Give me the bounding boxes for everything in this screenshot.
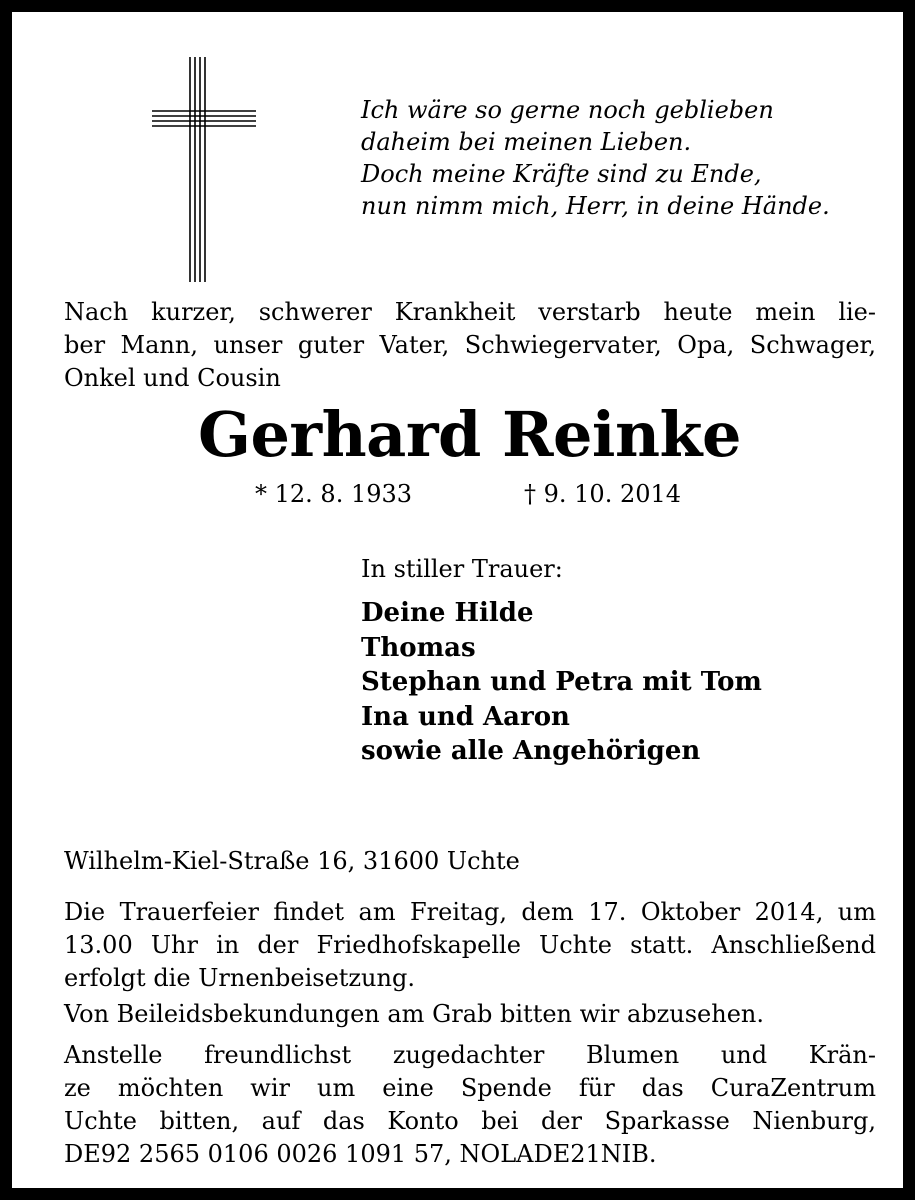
- notice-line: 13.00 Uhr in der Friedhofskapelle Uchte statt. Anschließend: [64, 931, 876, 959]
- verse-line: daheim bei meinen Lieben.: [361, 128, 692, 156]
- deceased-name: Gerhard Reinke: [198, 398, 741, 471]
- intro-text: [64, 296, 876, 395]
- notice-line: erfolgt die Urnenbeisetzung.: [64, 964, 415, 992]
- intro-line: Onkel und Cousin: [64, 364, 281, 392]
- verse-line: Ich wäre so gerne noch geblieben: [361, 96, 774, 124]
- mourner-name: Ina und Aaron: [361, 701, 570, 732]
- address: Wilhelm-Kiel-Straße 16, 31600 Uchte: [64, 847, 520, 875]
- notice-line: Von Beileidsbekundungen am Grab bitten wir abzusehen.: [64, 1000, 764, 1028]
- notice-line: Uchte bitten, auf das Konto bei der Sparkasse Nienburg,: [64, 1107, 876, 1135]
- birth-date: * 12. 8. 1933: [255, 480, 413, 508]
- mourner-name: Stephan und Petra mit Tom: [361, 667, 762, 697]
- verse-line: nun nimm mich, Herr, in deine Hände.: [361, 192, 830, 220]
- notice-line: DE92 2565 0106 0026 1091 57, NOLADE21NIB.: [64, 1140, 657, 1168]
- mourning-label: In stiller Trauer:: [361, 555, 563, 583]
- mourner-name: sowie alle Angehörigen: [361, 736, 701, 766]
- mourner-name: Deine Hilde: [361, 598, 534, 628]
- mourner-name: Thomas: [361, 632, 476, 663]
- donation-notice: [64, 1039, 876, 1171]
- mourners-list: [361, 596, 881, 769]
- death-date: † 9. 10. 2014: [524, 480, 682, 508]
- intro-line: Nach kurzer, schwerer Krankheit verstarb heute mein lie-: [64, 298, 876, 326]
- verse: [361, 94, 901, 222]
- notice-line: Die Trauerfeier findet am Freitag, dem 17. Oktober 2014, um: [64, 898, 876, 926]
- notice-line: Anstelle freundlichst zugedachter Blumen und Krän-: [64, 1041, 876, 1069]
- notice-line: ze möchten wir um eine Spende für das CuraZentrum: [64, 1074, 876, 1102]
- verse-line: Doch meine Kräfte sind zu Ende,: [361, 160, 762, 188]
- cross-icon: [152, 57, 256, 282]
- funeral-notice: [64, 896, 876, 995]
- condolence-notice: [64, 998, 876, 1031]
- intro-line: ber Mann, unser guter Vater, Schwiegervater, Opa, Schwager,: [64, 331, 876, 359]
